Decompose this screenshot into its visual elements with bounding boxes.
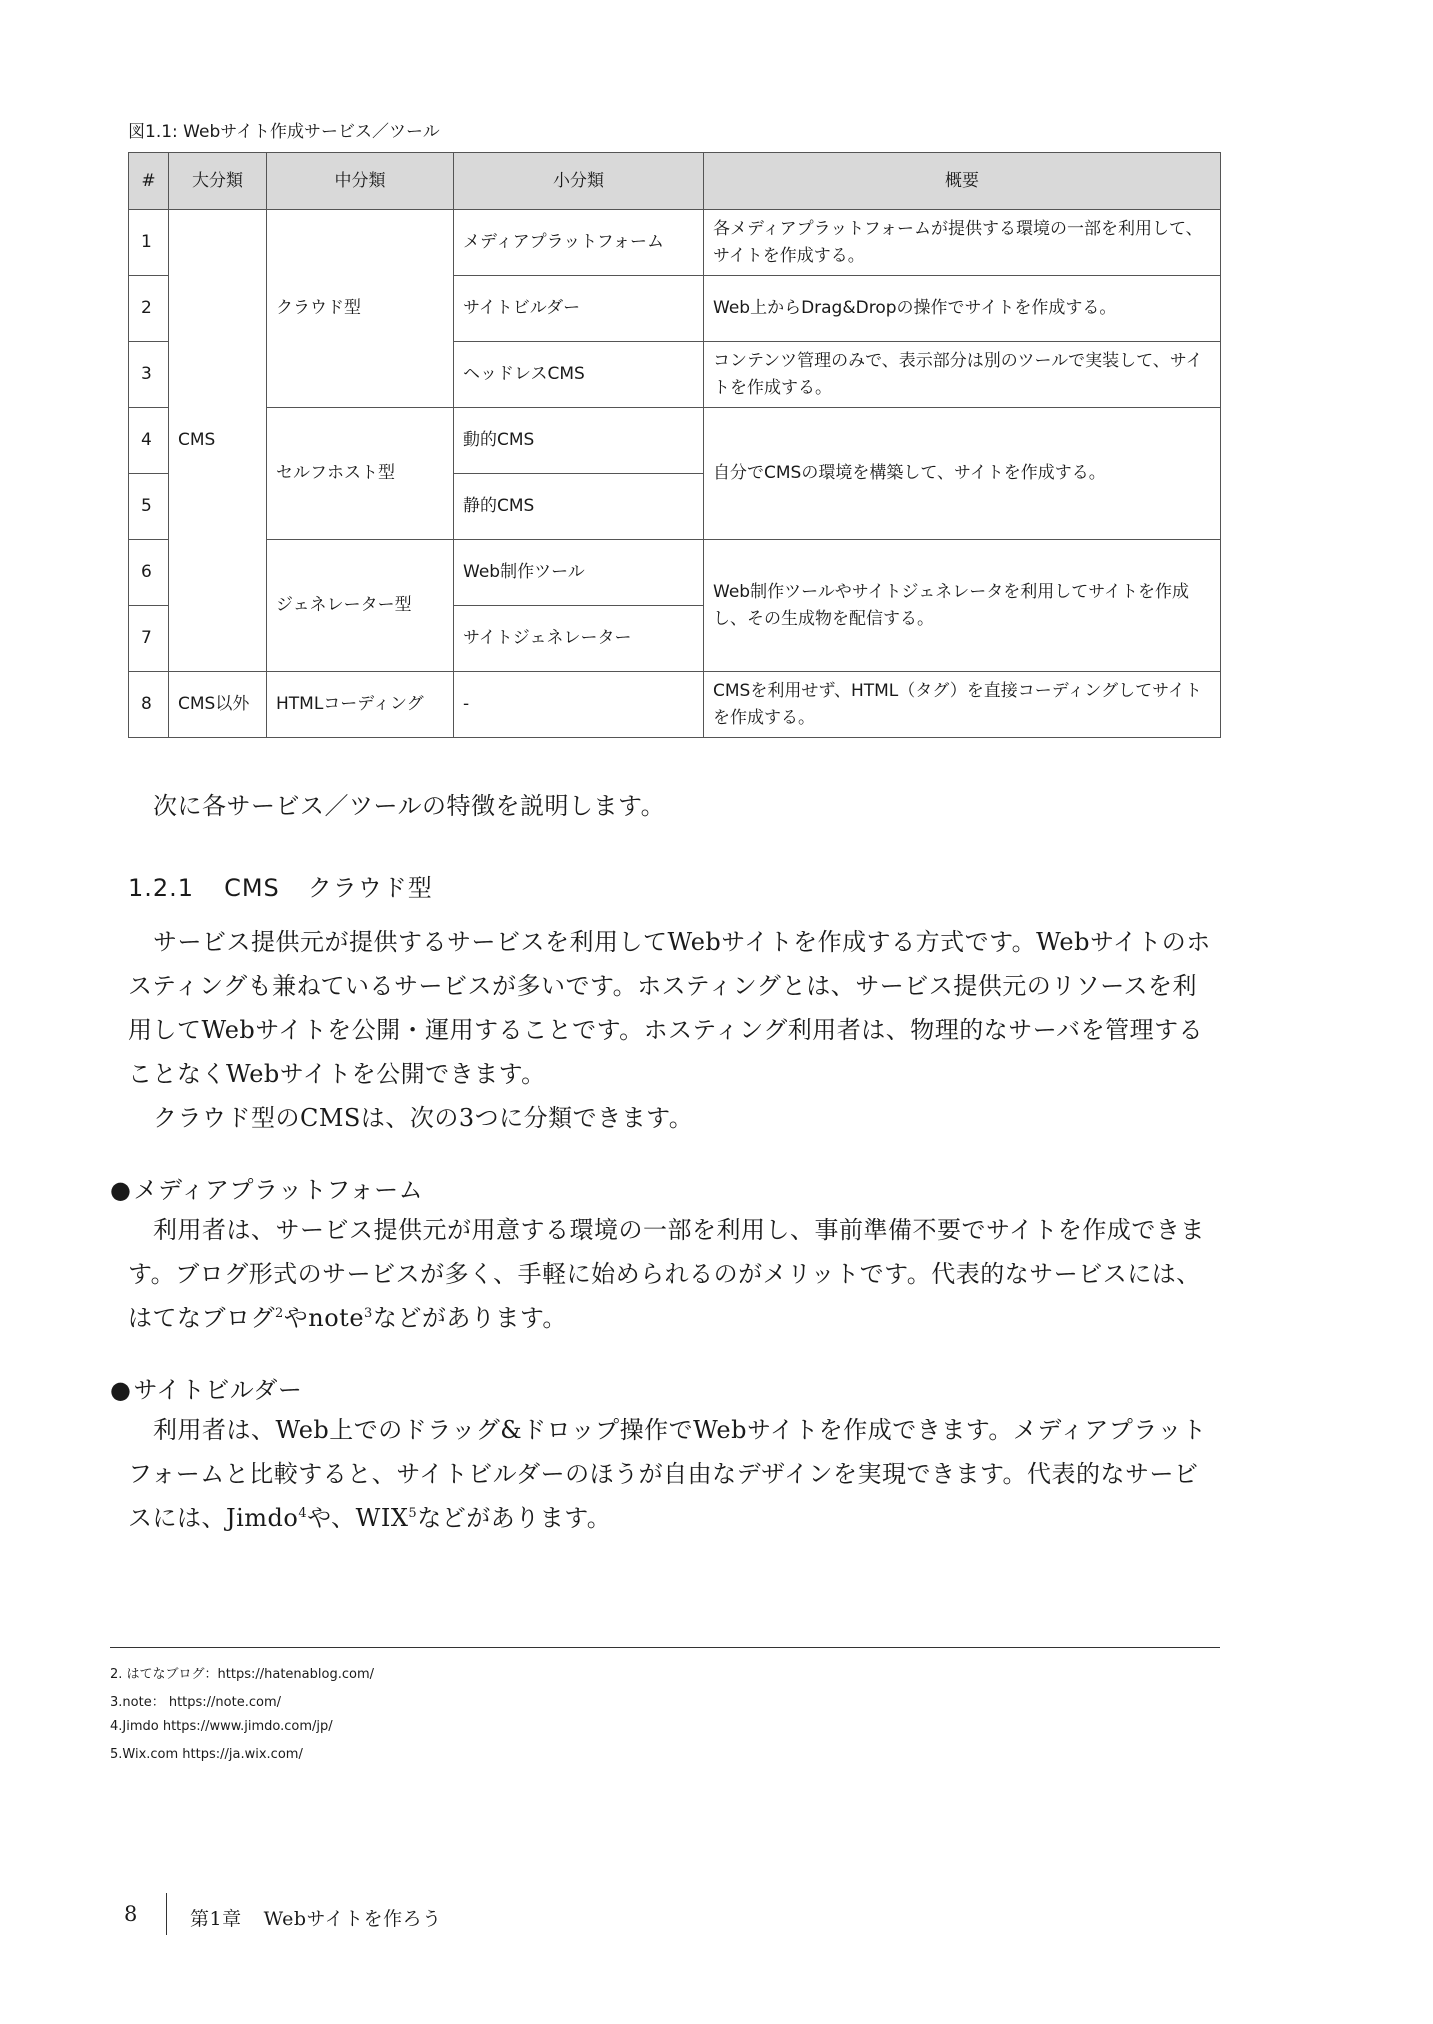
- header-minor: 小分類: [454, 153, 704, 210]
- heading-media-platform: [110, 1170, 423, 1205]
- chapter-title: Webサイトを作ろう: [263, 1908, 442, 1930]
- minor-cell: Web制作ツール: [454, 540, 704, 606]
- footnote-3: 3.note： https://note.com/: [110, 1695, 281, 1710]
- paragraph-media-platform: [128, 1208, 1220, 1340]
- footnote-ref-5[interactable]: 5: [408, 1506, 418, 1521]
- heading-text: メディアプラットフォーム: [133, 1176, 424, 1204]
- footer-separator: [166, 1893, 167, 1935]
- middle-generator: ジェネレーター型: [267, 540, 454, 672]
- paragraph-site-builder: [128, 1408, 1220, 1540]
- row-number: 4: [129, 408, 169, 474]
- minor-cell: メディアプラットフォーム: [454, 210, 704, 276]
- row-number: 2: [129, 276, 169, 342]
- footnote-ref-4[interactable]: 4: [298, 1506, 308, 1521]
- header-num: #: [129, 153, 169, 210]
- summary-cell: コンテンツ管理のみで、表示部分は別のツールで実装して、サイトを作成する。: [704, 342, 1221, 408]
- paragraph-cloud-cms: サービス提供元が提供するサービスを利用してWebサイトを作成する方式です。Webサイトのホスティングも兼ねているサービスが多いです。ホスティングとは、サービス提供元のリソースを利用してWebサイトを公開・運用することです。ホスティング利用者は、物理的なサーバを管理することなくWebサイトを公開できます。: [128, 928, 1211, 1088]
- text-segment: などがあります。: [417, 1504, 612, 1532]
- footnote-divider: [110, 1647, 1220, 1648]
- page-number: 8: [124, 1902, 138, 1926]
- intro-paragraph: 次に各サービス／ツールの特徴を説明します。: [153, 792, 666, 820]
- major-non-cms: CMS以外: [169, 672, 267, 738]
- footnote-5: 5.Wix.com https://ja.wix.com/: [110, 1747, 303, 1762]
- row-number: 5: [129, 474, 169, 540]
- minor-cell: ヘッドレスCMS: [454, 342, 704, 408]
- minor-cell: サイトビルダー: [454, 276, 704, 342]
- table-row: [129, 540, 1221, 606]
- paragraph-classification: クラウド型のCMSは、次の3つに分類できます。: [153, 1104, 694, 1132]
- text-segment: 利用者は、サービス提供元が用意する環境の一部を利用し、事前準備不要でサイトを作成できます。ブログ形式のサービスが多く、手軽に始められるのがメリットです。代表的なサービスには、はてなブログ: [128, 1216, 1205, 1332]
- section-number: 1.2.1: [128, 874, 195, 902]
- bullet-icon: ●: [110, 1376, 132, 1404]
- bullet-icon: ●: [110, 1176, 132, 1204]
- footnote-ref-2[interactable]: 2: [275, 1306, 284, 1321]
- major-cms: CMS: [169, 210, 267, 672]
- middle-selfhost: セルフホスト型: [267, 408, 454, 540]
- footnote-2: 2. はてなブログ：https://hatenablog.com/: [110, 1667, 374, 1682]
- summary-cell: 各メディアプラットフォームが提供する環境の一部を利用して、サイトを作成する。: [704, 210, 1221, 276]
- table-row: [129, 408, 1221, 474]
- text-segment: や、WIX: [307, 1504, 409, 1532]
- footnote-4: 4.Jimdo https://www.jimdo.com/jp/: [110, 1719, 333, 1734]
- header-summary: 概要: [704, 153, 1221, 210]
- footnote-ref-3[interactable]: 3: [364, 1306, 373, 1321]
- minor-cell: 静的CMS: [454, 474, 704, 540]
- row-number: 6: [129, 540, 169, 606]
- table-row: [129, 210, 1221, 276]
- section-title-cms: CMS: [224, 874, 280, 902]
- section-title-cloud: クラウド型: [307, 874, 433, 902]
- chapter-number: 第1章: [190, 1908, 242, 1930]
- middle-cloud: クラウド型: [267, 210, 454, 408]
- services-table: [128, 152, 1221, 738]
- minor-cell: サイトジェネレーター: [454, 606, 704, 672]
- row-number: 7: [129, 606, 169, 672]
- row-number: 1: [129, 210, 169, 276]
- row-number: 3: [129, 342, 169, 408]
- header-middle: 中分類: [267, 153, 454, 210]
- heading-site-builder: [110, 1370, 302, 1405]
- summary-cell: Web制作ツールやサイトジェネレータを利用してサイトを作成し、その生成物を配信する。: [704, 540, 1221, 672]
- running-footer: [190, 1904, 442, 1931]
- header-major: 大分類: [169, 153, 267, 210]
- summary-cell: Web上からDrag&Dropの操作でサイトを作成する。: [704, 276, 1221, 342]
- table-header-row: [129, 153, 1221, 210]
- section-heading: [128, 868, 433, 903]
- figure-caption: 図1.1: Webサイト作成サービス／ツール: [128, 122, 440, 142]
- summary-cell: CMSを利用せず、HTML（タグ）を直接コーディングしてサイトを作成する。: [704, 672, 1221, 738]
- minor-cell: 動的CMS: [454, 408, 704, 474]
- text-segment: などがあります。: [372, 1304, 567, 1332]
- middle-html: HTMLコーディング: [267, 672, 454, 738]
- text-segment: 利用者は、Web上でのドラッグ&ドロップ操作でWebサイトを作成できます。メディアプラットフォームと比較すると、サイトビルダーのほうが自由なデザインを実現できます。代表的なサービスには、Jimdo: [128, 1416, 1207, 1532]
- summary-cell: 自分でCMSの環境を構築して、サイトを作成する。: [704, 408, 1221, 540]
- table-row: [129, 672, 1221, 738]
- text-segment: やnote: [283, 1304, 365, 1332]
- minor-cell: -: [454, 672, 704, 738]
- heading-text: サイトビルダー: [133, 1376, 303, 1404]
- row-number: 8: [129, 672, 169, 738]
